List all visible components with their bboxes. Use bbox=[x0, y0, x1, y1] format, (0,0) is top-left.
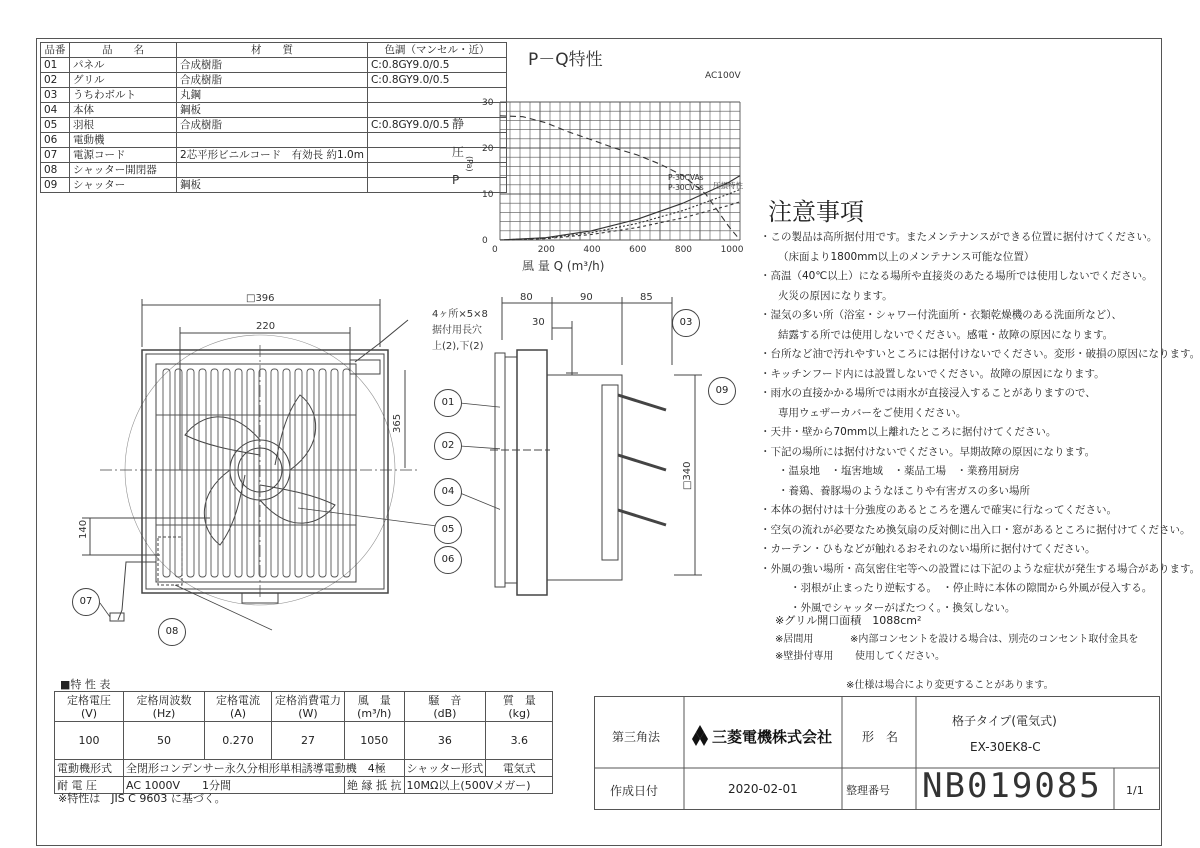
spec-footnote: ※特性は JIS C 9603 に基づく。 bbox=[58, 792, 226, 805]
spec-value-cell: 36 bbox=[404, 722, 486, 760]
caution-item: ・台所など油で汚れやすいところには据付けないでください。変形・破損の原因になります。 bbox=[760, 348, 1200, 360]
caution-item: ・カーテン・ひもなどが触れるおそれのない場所に据付けてください。 bbox=[760, 543, 1096, 555]
caution-item: ・養鶏、養豚場のようなほこりや有害ガスの多い場所 bbox=[778, 484, 1030, 497]
parts-cell-name: 本体 bbox=[70, 103, 177, 118]
insulation-label: 絶 縁 抵 抗 bbox=[345, 777, 405, 794]
callout-01: 01 bbox=[434, 389, 462, 417]
pq-ylabel-unit: (Pa) bbox=[465, 156, 474, 172]
pq-label-loss: 圧損特性 bbox=[713, 181, 743, 190]
dim-inner: 220 bbox=[256, 321, 276, 332]
grille-bar bbox=[247, 369, 254, 577]
projection-label: 第三角法 bbox=[612, 730, 661, 744]
parts-header-material: 材 質 bbox=[177, 43, 368, 58]
spec-header-cell: 風 量 (m³/h) bbox=[345, 692, 405, 722]
model-name-label: 形 名 bbox=[862, 730, 899, 744]
pq-y-tick-label: 10 bbox=[482, 190, 494, 200]
caution-item: ・本体の据付けは十分強度のあるところを選んで確実に行なってください。 bbox=[760, 504, 1117, 516]
parts-cell-name: 電源コード bbox=[70, 148, 177, 163]
parts-row bbox=[41, 88, 507, 103]
parts-cell-material: 合成樹脂 bbox=[177, 118, 368, 133]
motor-value: 全閉形コンデンサー永久分相形単相誘導電動機 4極 bbox=[124, 760, 405, 777]
side-view bbox=[490, 285, 780, 615]
dim-80: 80 bbox=[520, 292, 533, 303]
grille-bar bbox=[331, 369, 338, 577]
pq-x-tick-label: 400 bbox=[583, 245, 601, 255]
pq-ticks bbox=[482, 98, 744, 255]
parts-cell-color: C:0.8GY9.0/0.5 bbox=[367, 118, 506, 133]
spec-header-cell: 定格消費電力 (W) bbox=[272, 692, 345, 722]
caution-item: ・羽根が止まったり逆転する。 ・停止時に本体の隙間から外風が侵入する。 bbox=[790, 582, 1153, 594]
spec-value-cell: 0.270 bbox=[205, 722, 272, 760]
model-number: EX-30EK8-C bbox=[970, 740, 1041, 754]
grille-bar bbox=[319, 369, 326, 577]
dim-90: 90 bbox=[580, 292, 593, 303]
pq-y-tick-label: 20 bbox=[482, 144, 494, 154]
parts-row bbox=[41, 103, 507, 118]
hole-note-1: 据付用長穴 bbox=[432, 325, 482, 336]
page-number: 1/1 bbox=[1126, 784, 1144, 797]
pq-x-tick-label: 800 bbox=[674, 245, 693, 255]
grille-bar bbox=[199, 369, 206, 577]
parts-header-color: 色調（マンセル・近） bbox=[367, 43, 506, 58]
residential-note: ※内部コンセントを設ける場合は、別売のコンセント取付金具を bbox=[850, 634, 1139, 645]
company-name: 三菱電機株式会社 bbox=[712, 728, 833, 746]
parts-cell-color: C:0.8GY9.0/0.5 bbox=[367, 73, 506, 88]
parts-cell-material: 鋼板 bbox=[177, 178, 368, 193]
callout-02: 02 bbox=[434, 432, 462, 460]
dim-30: 30 bbox=[532, 317, 545, 328]
parts-cell-name: シャッター bbox=[70, 178, 177, 193]
parts-cell-name: うちわボルト bbox=[70, 88, 177, 103]
parts-cell-no: 05 bbox=[41, 118, 70, 133]
hole-note-2: 上(2),下(2) bbox=[432, 341, 484, 352]
spec-header-cell: 騒 音 (dB) bbox=[404, 692, 486, 722]
caution-notes bbox=[760, 197, 1200, 618]
spec-value-cell: 100 bbox=[55, 722, 124, 760]
spec-title: ■特 性 表 bbox=[60, 678, 111, 691]
pq-voltage: AC100V bbox=[705, 71, 741, 81]
pq-label-cvas: P-30CVAs bbox=[668, 173, 704, 182]
spec-value-cell: 27 bbox=[272, 722, 345, 760]
callout-06: 06 bbox=[434, 546, 462, 574]
residential-label: ※居間用 bbox=[775, 634, 814, 645]
parts-cell-name: パネル bbox=[70, 58, 177, 73]
parts-row bbox=[41, 163, 507, 178]
hole-note-0: 4ヶ所×5×8 bbox=[432, 309, 488, 320]
parts-cell-no: 01 bbox=[41, 58, 70, 73]
shutter-label: シャッター形式 bbox=[404, 760, 486, 777]
parts-header-name: 品 名 bbox=[70, 43, 177, 58]
grille-bar bbox=[211, 369, 218, 577]
parts-row bbox=[41, 178, 507, 193]
dim-h365: 365 bbox=[392, 413, 403, 433]
dim-85: 85 bbox=[640, 292, 653, 303]
pq-title: P－Q特性 bbox=[528, 50, 603, 70]
date-label: 作成日付 bbox=[610, 784, 659, 798]
caution-item: ・キッチンフード内には設置しないでください。故障の原因になります。 bbox=[760, 367, 1105, 380]
spec-header-cell: 質 量 (kg) bbox=[486, 692, 553, 722]
pq-xlabel: 風 量 Q (m³/h) bbox=[522, 259, 605, 273]
spec-value-cell: 1050 bbox=[345, 722, 405, 760]
dim-h140: 140 bbox=[78, 519, 89, 539]
pq-y-tick-label: 30 bbox=[482, 98, 494, 108]
ref-label: 整理番号 bbox=[846, 784, 890, 797]
caution-item: ・外風でシャッターがばたつく。・換気しない。 bbox=[790, 601, 1016, 614]
parts-row bbox=[41, 58, 507, 73]
parts-cell-material: 丸鋼 bbox=[177, 88, 368, 103]
callout-08: 08 bbox=[158, 618, 186, 646]
spec-change-note: ※仕様は場合により変更することがあります。 bbox=[846, 680, 1054, 691]
type-name: 格子タイプ(電気式) bbox=[952, 714, 1057, 728]
parts-cell-material: 2芯平形ビニルコード 有効長 約1.0m bbox=[177, 148, 368, 163]
grille-bar bbox=[283, 369, 290, 577]
grille-bar bbox=[271, 369, 278, 577]
pq-ylabel-0: 静 bbox=[452, 117, 465, 131]
spec-value-row bbox=[55, 722, 553, 760]
callout-leader bbox=[100, 603, 110, 617]
parts-cell-name: 電動機 bbox=[70, 133, 177, 148]
spec-header-cell: 定格電流 (A) bbox=[205, 692, 272, 722]
caution-item: ・空気の流れが必要なため換気扇の反対側に出入口・窓があるところに据付けてください。 bbox=[760, 523, 1191, 536]
pq-x-tick-label: 1000 bbox=[720, 245, 744, 255]
parts-cell-no: 09 bbox=[41, 178, 70, 193]
parts-row bbox=[41, 148, 507, 163]
caution-item: 専用ウェザーカバーをご使用ください。 bbox=[778, 406, 967, 419]
parts-row bbox=[41, 73, 507, 88]
parts-cell-no: 07 bbox=[41, 148, 70, 163]
pq-label-cvss: P-30CVSs bbox=[668, 183, 704, 192]
pq-ylabel-2: P bbox=[452, 173, 460, 187]
dim-h340: □340 bbox=[682, 461, 693, 490]
parts-cell-no: 02 bbox=[41, 73, 70, 88]
parts-cell-no: 06 bbox=[41, 133, 70, 148]
parts-cell-material: 鋼板 bbox=[177, 103, 368, 118]
parts-cell-material bbox=[177, 133, 368, 148]
grille-bar bbox=[163, 369, 170, 577]
caution-item: ・湿気の多い所（浴室・シャワー付洗面所・衣類乾燥機のある洗面所など）、 bbox=[760, 309, 1123, 321]
callout-07: 07 bbox=[72, 588, 100, 616]
wall-note: 使用してください。 bbox=[855, 651, 945, 662]
parts-row bbox=[41, 133, 507, 148]
insulation-value: 10MΩ以上(500Vメガー) bbox=[404, 777, 553, 794]
spec-value-cell: 3.6 bbox=[486, 722, 553, 760]
pq-y-tick-label: 0 bbox=[482, 236, 488, 246]
pq-x-tick-label: 200 bbox=[537, 245, 555, 255]
ref-number: NB019085 bbox=[922, 766, 1102, 806]
parts-cell-material bbox=[177, 163, 368, 178]
parts-row bbox=[41, 118, 507, 133]
dim-width: □396 bbox=[246, 293, 275, 304]
grille-bar bbox=[187, 369, 194, 577]
callout-leader bbox=[175, 585, 272, 630]
parts-cell-no: 03 bbox=[41, 88, 70, 103]
spec-header-cell: 定格周波数 (Hz) bbox=[124, 692, 205, 722]
pq-x-tick-label: 0 bbox=[492, 245, 498, 255]
callout-03: 03 bbox=[672, 309, 700, 337]
spec-value-cell: 50 bbox=[124, 722, 205, 760]
caution-item: ・外風の強い場所・高気密住宅等への設置には下記のような症状が発生する場合があります。 bbox=[760, 562, 1200, 575]
caution-item: ・天井・壁から70mm以上離れたところに据付けてください。 bbox=[760, 426, 1057, 438]
parts-cell-material: 合成樹脂 bbox=[177, 58, 368, 73]
parts-table bbox=[40, 42, 507, 193]
caution-item: ・高温（40℃以上）になる場所や直接炎のあたる場所では使用しないでください。 bbox=[760, 270, 1153, 282]
spec-table bbox=[54, 691, 553, 794]
withstand-value: AC 1000V 1分間 bbox=[124, 777, 345, 794]
parts-header-row bbox=[41, 43, 507, 58]
pq-x-tick-label: 600 bbox=[629, 245, 647, 255]
caution-item: 火災の原因になります。 bbox=[778, 289, 893, 302]
spec-header-cell: 定格電圧 (V) bbox=[55, 692, 124, 722]
parts-cell-material: 合成樹脂 bbox=[177, 73, 368, 88]
caution-item: ・下記の場所には据付けないでください。早期故障の原因になります。 bbox=[760, 445, 1096, 458]
pq-chart bbox=[440, 40, 760, 280]
parts-cell-name: グリル bbox=[70, 73, 177, 88]
spec-motor-row bbox=[55, 760, 553, 777]
wall-label: ※壁掛付専用 bbox=[775, 651, 834, 662]
parts-header-no: 品番 bbox=[41, 43, 70, 58]
spec-header-row bbox=[55, 692, 553, 722]
caution-title: 注意事項 bbox=[768, 198, 864, 226]
caution-item: （床面より1800mm以上のメンテナンス可能な位置） bbox=[778, 250, 1035, 263]
caution-item: ・この製品は高所据付用です。またメンテナンスができる位置に据付けてください。 bbox=[760, 231, 1158, 243]
parts-cell-color: C:0.8GY9.0/0.5 bbox=[367, 58, 506, 73]
grille-bar bbox=[343, 369, 350, 577]
date-value: 2020-02-01 bbox=[728, 782, 798, 796]
parts-cell-name: 羽根 bbox=[70, 118, 177, 133]
parts-cell-name: シャッター開閉器 bbox=[70, 163, 177, 178]
callout-04: 04 bbox=[434, 478, 462, 506]
grille-bar bbox=[307, 369, 314, 577]
grille-bar bbox=[175, 369, 182, 577]
pq-grid bbox=[500, 102, 740, 240]
caution-item: 結露する所では使用しないでください。感電・故障の原因になります。 bbox=[778, 328, 1114, 341]
withstand-label: 耐 電 圧 bbox=[55, 777, 124, 794]
parts-cell-no: 08 bbox=[41, 163, 70, 178]
grille-area-note: ※グリル開口面積 1088cm² bbox=[775, 614, 922, 627]
caution-item: ・雨水の直接かかる場所では雨水が直接浸入することがありますので、 bbox=[760, 387, 1096, 399]
motor-label: 電動機形式 bbox=[55, 760, 124, 777]
pq-ylabel-1: 圧 bbox=[452, 145, 465, 159]
parts-cell-no: 04 bbox=[41, 103, 70, 118]
front-view bbox=[60, 285, 500, 655]
callout-09: 09 bbox=[708, 377, 736, 405]
callout-05: 05 bbox=[434, 516, 462, 544]
shutter-value: 電気式 bbox=[486, 760, 553, 777]
caution-item: ・温泉地 ・塩害地域 ・薬品工場 ・業務用厨房 bbox=[778, 465, 1020, 477]
